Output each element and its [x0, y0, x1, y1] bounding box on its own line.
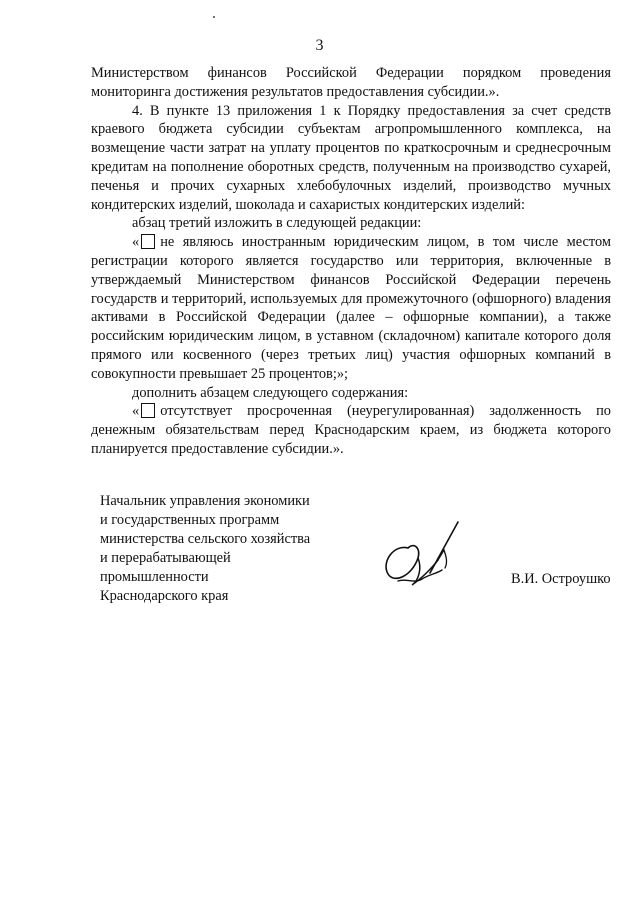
paragraph-quote-offshore-text: не являюсь иностранным юридическим лицом, в том числе местом регистрации которого является государство или территория, включенные в утверждаемый Министерством финансов Российской Федерации перечень государств и территорий, используемых для промежуточного (офшорного) владения активами в Российской Федерации (далее – офшорные компании), а также российским юридическим лицом, в уставном (складочном) капитале которого доля прямого или косвенного (через третьих лиц) участия офшорных компаний в совокупности превышает 25 процентов;»; — [91, 234, 611, 382]
paragraph-quote-offshore — [91, 233, 611, 383]
checkbox-offshore — [141, 234, 155, 249]
signatory-title-line: Краснодарского края — [100, 588, 229, 604]
paragraph-instruction-add: дополнить абзацем следующего содержания: — [132, 384, 409, 401]
paragraph-item-4: 4. В пункте 13 приложения 1 к Порядку предоставления за счет средств краевого бюджета субсидии субъектам агропромышленного комплекса, на возмещение части затрат на уплату процентов по краткосрочным и среднесрочным кредитам на пополнение оборотных средств, полученным на производство сухарей, печенья и прочих сухарных хлебобулочных изделий, производство мучных кондитерских изделий, шоколада и сахаристых кондитерских изделий: — [91, 102, 611, 213]
paragraph-quote-debt — [91, 402, 611, 458]
paragraph-quote-debt-text: отсутствует просроченная (неурегулированная) задолженность по денежным обязательствам перед Краснодарским краем, из бюджета которого планируется предоставление субсидии.». — [91, 403, 611, 457]
quote-mark: « — [132, 234, 140, 251]
signatory-title-line: промышленности — [100, 569, 209, 585]
signatory-title-line: Начальник управления экономики — [100, 493, 310, 509]
signatory-title-line: министерства сельского хозяйства — [100, 531, 311, 547]
signatory-title — [100, 492, 360, 606]
paragraph-instruction-replace: абзац третий изложить в следующей редакции: — [132, 215, 422, 232]
signatory-title-line: и государственных программ — [100, 512, 280, 528]
quote-mark: « — [132, 403, 140, 420]
checkbox-debt — [141, 403, 155, 418]
scan-speck — [213, 16, 215, 18]
handwritten-signature — [372, 518, 472, 594]
paragraph-continuation: Министерством финансов Российской Федерации порядком проведения мониторинга достижения результатов предоставления субсидии.». — [91, 65, 611, 100]
page-number: 3 — [315, 37, 324, 54]
signatory-name: В.И. Остроушко — [511, 571, 611, 587]
signatory-title-line: и перерабатывающей — [100, 550, 231, 566]
document-body — [91, 64, 611, 459]
